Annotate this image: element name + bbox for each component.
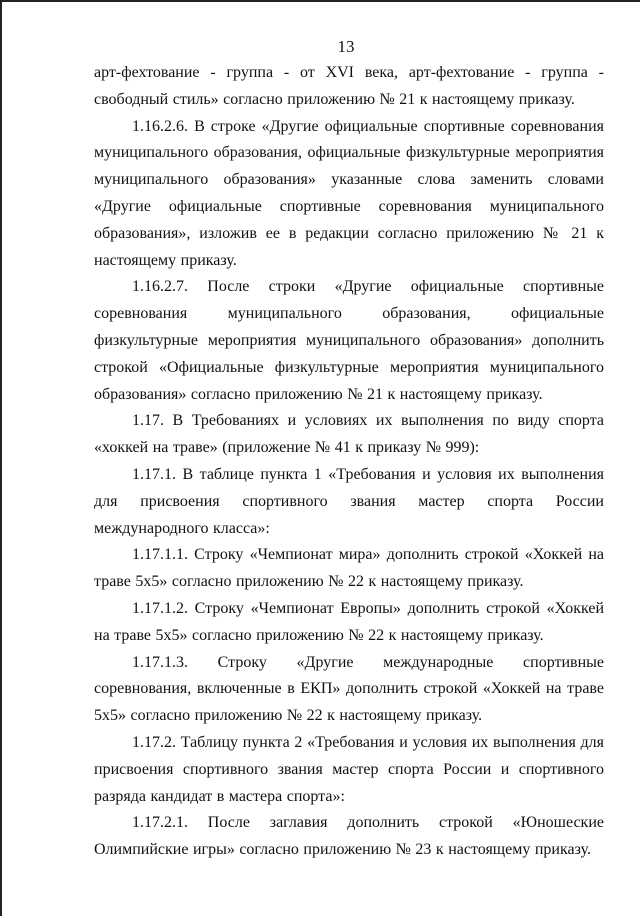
paragraph-continuation: арт-фехтование - группа - от XVI века, арт-фехтование - группа - свободный стиль» согласно приложению № 21 к настоящему приказу. — [94, 64, 604, 108]
scan-border-top — [0, 0, 640, 2]
document-body — [94, 60, 604, 864]
paragraph-1-16-2-6: 1.16.2.6. В строке «Другие официальные спортивные соревнования муниципального образования, официальные физкультурные мероприятия муниципального образования» указанные слова заменить словами «Другие официальные спортивные соревнования муниципального образования», изложив ее в редакции согласно приложению № 21 к настоящему приказу. — [94, 117, 604, 269]
paragraph-1-17-1-3: 1.17.1.3. Строку «Другие международные спортивные соревнования, включенные в ЕКП» дополнить строкой «Хоккей на траве 5х5» согласно приложению № 22 к настоящему приказу. — [94, 653, 604, 725]
paragraph-1-16-2-7: 1.16.2.7. После строки «Другие официальные спортивные соревнования муниципального образования, официальные физкультурные мероприятия муниципального образования» дополнить строкой «Официальные физкультурные мероприятия муниципального образования» согласно приложению № 21 к настоящему приказу. — [94, 278, 604, 403]
page-number: 13 — [337, 37, 355, 56]
paragraph-1-17-2-1: 1.17.2.1. После заглавия дополнить строкой «Юношеские Олимпийские игры» согласно приложению № 23 к настоящему приказу. — [94, 814, 604, 859]
paragraph-1-17-1-1: 1.17.1.1. Строку «Чемпионат мира» дополнить строкой «Хоккей на траве 5х5» согласно приложению № 22 к настоящему приказу. — [94, 546, 604, 591]
scan-border-left — [0, 0, 2, 916]
paragraph-1-17-1-2: 1.17.1.2. Строку «Чемпионат Европы» дополнить строкой «Хоккей на траве 5х5» согласно приложению № 22 к настоящему приказу. — [94, 599, 604, 644]
paragraph-1-17-1: 1.17.1. В таблице пункта 1 «Требования и условия их выполнения для присвоения спортивного звания мастер спорта России международного класса»: — [94, 465, 604, 537]
paragraph-1-17: 1.17. В Требованиях и условиях их выполнения по виду спорта «хоккей на траве» (приложение № 41 к приказу № 999): — [94, 412, 604, 457]
paragraph-1-17-2: 1.17.2. Таблицу пункта 2 «Требования и условия их выполнения для присвоения спортивного звания мастер спорта России и спортивного разряда кандидат в мастера спорта»: — [94, 733, 604, 805]
